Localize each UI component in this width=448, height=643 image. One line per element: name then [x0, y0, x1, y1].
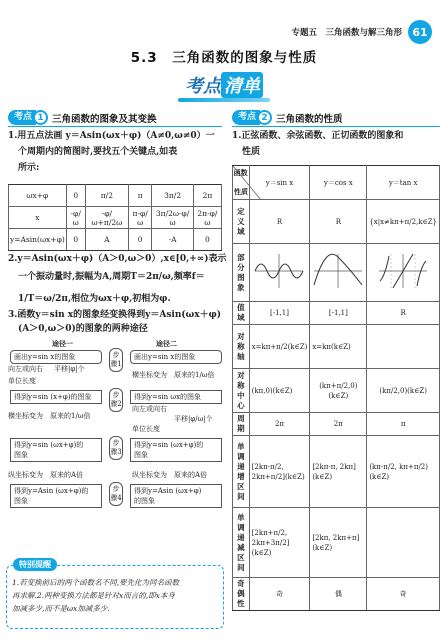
section-title: 三角函数的图象及其变换 [52, 113, 157, 125]
table-cell: 偶 [310, 578, 367, 611]
table-cell: 0 [66, 185, 85, 207]
flow-label: 横坐标变为 原来的1/ω倍 [132, 371, 215, 379]
table-cell: R [310, 200, 367, 244]
section-rule [8, 126, 222, 127]
sin-graph-cell [249, 244, 310, 302]
step-badge: 步骤3 [109, 436, 123, 460]
row-header: 对称轴 [233, 325, 250, 369]
page-header [291, 20, 432, 44]
table-row [233, 244, 440, 302]
table-cell: π-φ/ω [129, 207, 152, 229]
table-cell: 3π/2ω-φ/ω [152, 207, 194, 229]
flow-box-line: 图象 [134, 451, 148, 459]
section-tag: 考点 [8, 110, 36, 125]
flow-label: 平移|φ|个 [54, 365, 85, 373]
tip-line: 1.若变换前后的两个函数名不同,要先化为同名函数 [12, 578, 180, 587]
flow-box: 画出y=sin x的图象 [130, 350, 222, 364]
table-cell: A [85, 229, 128, 251]
table-cell: -φ/ω+π/2ω [85, 207, 128, 229]
table-cell: y＝sin x [249, 166, 310, 200]
section-head-1 [8, 110, 157, 125]
banner-underline [178, 98, 270, 102]
step-badge: 步骤2 [109, 388, 123, 412]
flow-box-line: 得到y=sin (ωx+φ)的 [134, 441, 204, 449]
flow-box: 得到y=sin (x+φ)的图象 [10, 390, 102, 404]
way-one-label: 途径一 [52, 339, 73, 348]
flow-box [130, 484, 222, 508]
row-header: 部分图象 [233, 244, 250, 302]
table-cell: 0 [66, 229, 85, 251]
para-3-line1: 3.函数y＝sin x的图象经变换得到y＝Asin(ωx＋φ) [8, 310, 221, 320]
table-cell: [2kπ-π, 2kπ](k∈Z) [310, 436, 367, 508]
table-cell: (kπ-π/2, kπ+π/2)(k∈Z) [367, 436, 440, 508]
table-cell: (kπ/2,0)(k∈Z) [367, 369, 440, 413]
table-row [233, 369, 440, 413]
trig-properties-table [232, 165, 440, 611]
row-header: 周期 [233, 413, 250, 436]
flow-label: 横坐标变为 原来的1/ω倍 [8, 412, 91, 420]
table-cell: [2kπ, 2kπ+π](k∈Z) [310, 508, 367, 578]
table-cell: [2kπ+π/2, 2kπ+3π/2](k∈Z) [249, 508, 310, 578]
flow-label: 纵坐标变为 原来的A倍 [132, 471, 208, 479]
banner-part1: 考点 [185, 76, 221, 97]
page-title: 5.3 三角函数的图象与性质 [130, 50, 318, 66]
table-cell: {x|x≠kπ+π/2,k∈Z} [367, 200, 440, 244]
header-label: 性质 [234, 187, 248, 196]
table-row [9, 185, 222, 207]
sin-graph-icon [253, 251, 305, 291]
table-cell: 2π-φ/ω [193, 207, 221, 229]
flow-box [10, 484, 102, 508]
right-intro-line2: 性质 [242, 147, 261, 157]
table-cell: 0 [193, 229, 221, 251]
table-cell: y=Asin(ωx+φ) [9, 229, 67, 251]
table-cell: (kπ,0)(k∈Z) [249, 369, 310, 413]
tip-line: 加减多少,而不是ωx加减多少. [12, 604, 110, 613]
table-row [9, 207, 222, 229]
flow-box: 得到y=sin ωx的图象 [130, 390, 222, 404]
row-header: 单调递增区间 [233, 436, 250, 508]
flow-box-line: 图象 [14, 451, 28, 459]
flow-box [10, 438, 102, 462]
section-rule [232, 126, 440, 127]
flow-label: 单位长度 [132, 425, 160, 433]
table-row [233, 302, 440, 325]
row-header: 值域 [233, 302, 250, 325]
table-cell: 奇 [249, 578, 310, 611]
table-cell: 奇 [367, 578, 440, 611]
chapter-topic: 专题五 三角函数与解三角形 [291, 28, 402, 38]
tip-heading: 特别提醒 [13, 558, 57, 571]
table-cell: (kπ+π/2,0)(k∈Z) [310, 369, 367, 413]
flow-label: 平移|φ/ω|个 [174, 415, 213, 423]
table-cell: [-1,1] [310, 302, 367, 325]
table-cell: π/2 [85, 185, 128, 207]
table-cell: R [249, 200, 310, 244]
table-cell: 2π [310, 413, 367, 436]
table-row [233, 200, 440, 244]
table-corner-cell [233, 166, 250, 200]
table-cell: [2kπ-π/2, 2kπ+π/2](k∈Z) [249, 436, 310, 508]
table-cell: π [367, 413, 440, 436]
table-row [233, 166, 440, 200]
table-cell: 2π [193, 185, 221, 207]
table-cell: x=kπ(k∈Z) [310, 325, 367, 369]
table-row [233, 436, 440, 508]
table-cell: -φ/ω [66, 207, 85, 229]
table-cell: 0 [129, 229, 152, 251]
table-cell: π [129, 185, 152, 207]
flow-box-line: 图象 [14, 497, 28, 505]
flow-label: 纵坐标变为 原来的A倍 [8, 471, 84, 479]
table-cell: y＝cos x [310, 166, 367, 200]
table-row [9, 229, 222, 251]
section-head-2 [232, 110, 343, 125]
banner-part2: 清单 [221, 72, 263, 98]
table-cell: ωx+φ [9, 185, 67, 207]
table-row [233, 578, 440, 611]
flow-box [130, 438, 222, 462]
flow-box-line: 得到y=Asin (ωx+φ) [134, 487, 202, 495]
way-two-label: 途径二 [156, 339, 177, 348]
five-point-table [8, 184, 222, 251]
table-cell [367, 325, 440, 369]
flow-box-line: 得到y=sin (ωx+φ)的 [14, 441, 84, 449]
para-1-line1: 1.用五点法画 y＝Asin(ωx＋φ)（A≠0,ω≠0）一 [8, 131, 215, 141]
table-row [233, 413, 440, 436]
flow-box: 画出y=sin x的图象 [10, 350, 102, 364]
right-intro-line1: 1.正弦函数、余弦函数、正切函数的图象和 [232, 131, 404, 141]
table-cell: [-1,1] [249, 302, 310, 325]
table-cell: x=kπ+π/2(k∈Z) [249, 325, 310, 369]
table-row [233, 508, 440, 578]
para-1-line3: 所示: [18, 163, 40, 173]
table-row [233, 325, 440, 369]
tan-graph-cell [367, 244, 440, 302]
table-cell: R [367, 302, 440, 325]
flow-label: 向左或向右 [132, 405, 167, 413]
table-cell: 3π/2 [152, 185, 194, 207]
row-header: 定义域 [233, 200, 250, 244]
section-title: 三角函数的性质 [276, 113, 343, 125]
step-badge: 步骤4 [109, 482, 123, 506]
flow-label: 向左或向右 [8, 365, 43, 373]
header-label: 函数 [233, 168, 248, 177]
flow-box-line: 得到y=Asin (ωx+φ)的 [14, 487, 89, 495]
para-2-line3: 1/T＝ω/2π,相位为ωx＋φ,初相为φ. [18, 294, 171, 304]
flow-label: 单位长度 [8, 377, 36, 385]
tan-graph-icon [377, 251, 429, 291]
step-badge: 步骤1 [109, 348, 123, 372]
row-header: 单调递减区间 [233, 508, 250, 578]
section-number: 1 [33, 110, 48, 125]
table-cell: x [9, 207, 67, 229]
cos-graph-cell [310, 244, 367, 302]
flow-box-line: 的图象 [134, 497, 155, 505]
table-cell: -A [152, 229, 194, 251]
page-number: 61 [408, 20, 432, 44]
cos-graph-icon [312, 251, 364, 291]
table-cell [367, 508, 440, 578]
tip-line: 再求解.2.两种变换方法都是针对x而言的,即x本身 [12, 591, 175, 600]
para-2-line1: 2.y＝Asin(ωx＋φ)（A＞0,ω＞0）,x∈[0,+∞)表示 [8, 254, 227, 264]
table-cell: y＝tan x [367, 166, 440, 200]
special-tip-box [6, 560, 224, 629]
section-tag: 考点 [232, 110, 260, 125]
para-2-line2: 一个振动量时,振幅为A,周期T＝2π/ω,频率f＝ [18, 272, 205, 282]
transform-flow-diagram [6, 296, 224, 554]
table-cell: 2π [249, 413, 310, 436]
row-header: 奇偶性 [233, 578, 250, 611]
section-banner [174, 72, 274, 98]
para-1-line2: 个周期内的简图时,要找五个关键点,如表 [18, 147, 178, 157]
row-header: 对称中心 [233, 369, 250, 413]
para-3-line2: (A＞0,ω＞0)的图象的两种途径 [18, 324, 148, 334]
section-number: 2 [257, 110, 272, 125]
tip-text [12, 576, 220, 615]
